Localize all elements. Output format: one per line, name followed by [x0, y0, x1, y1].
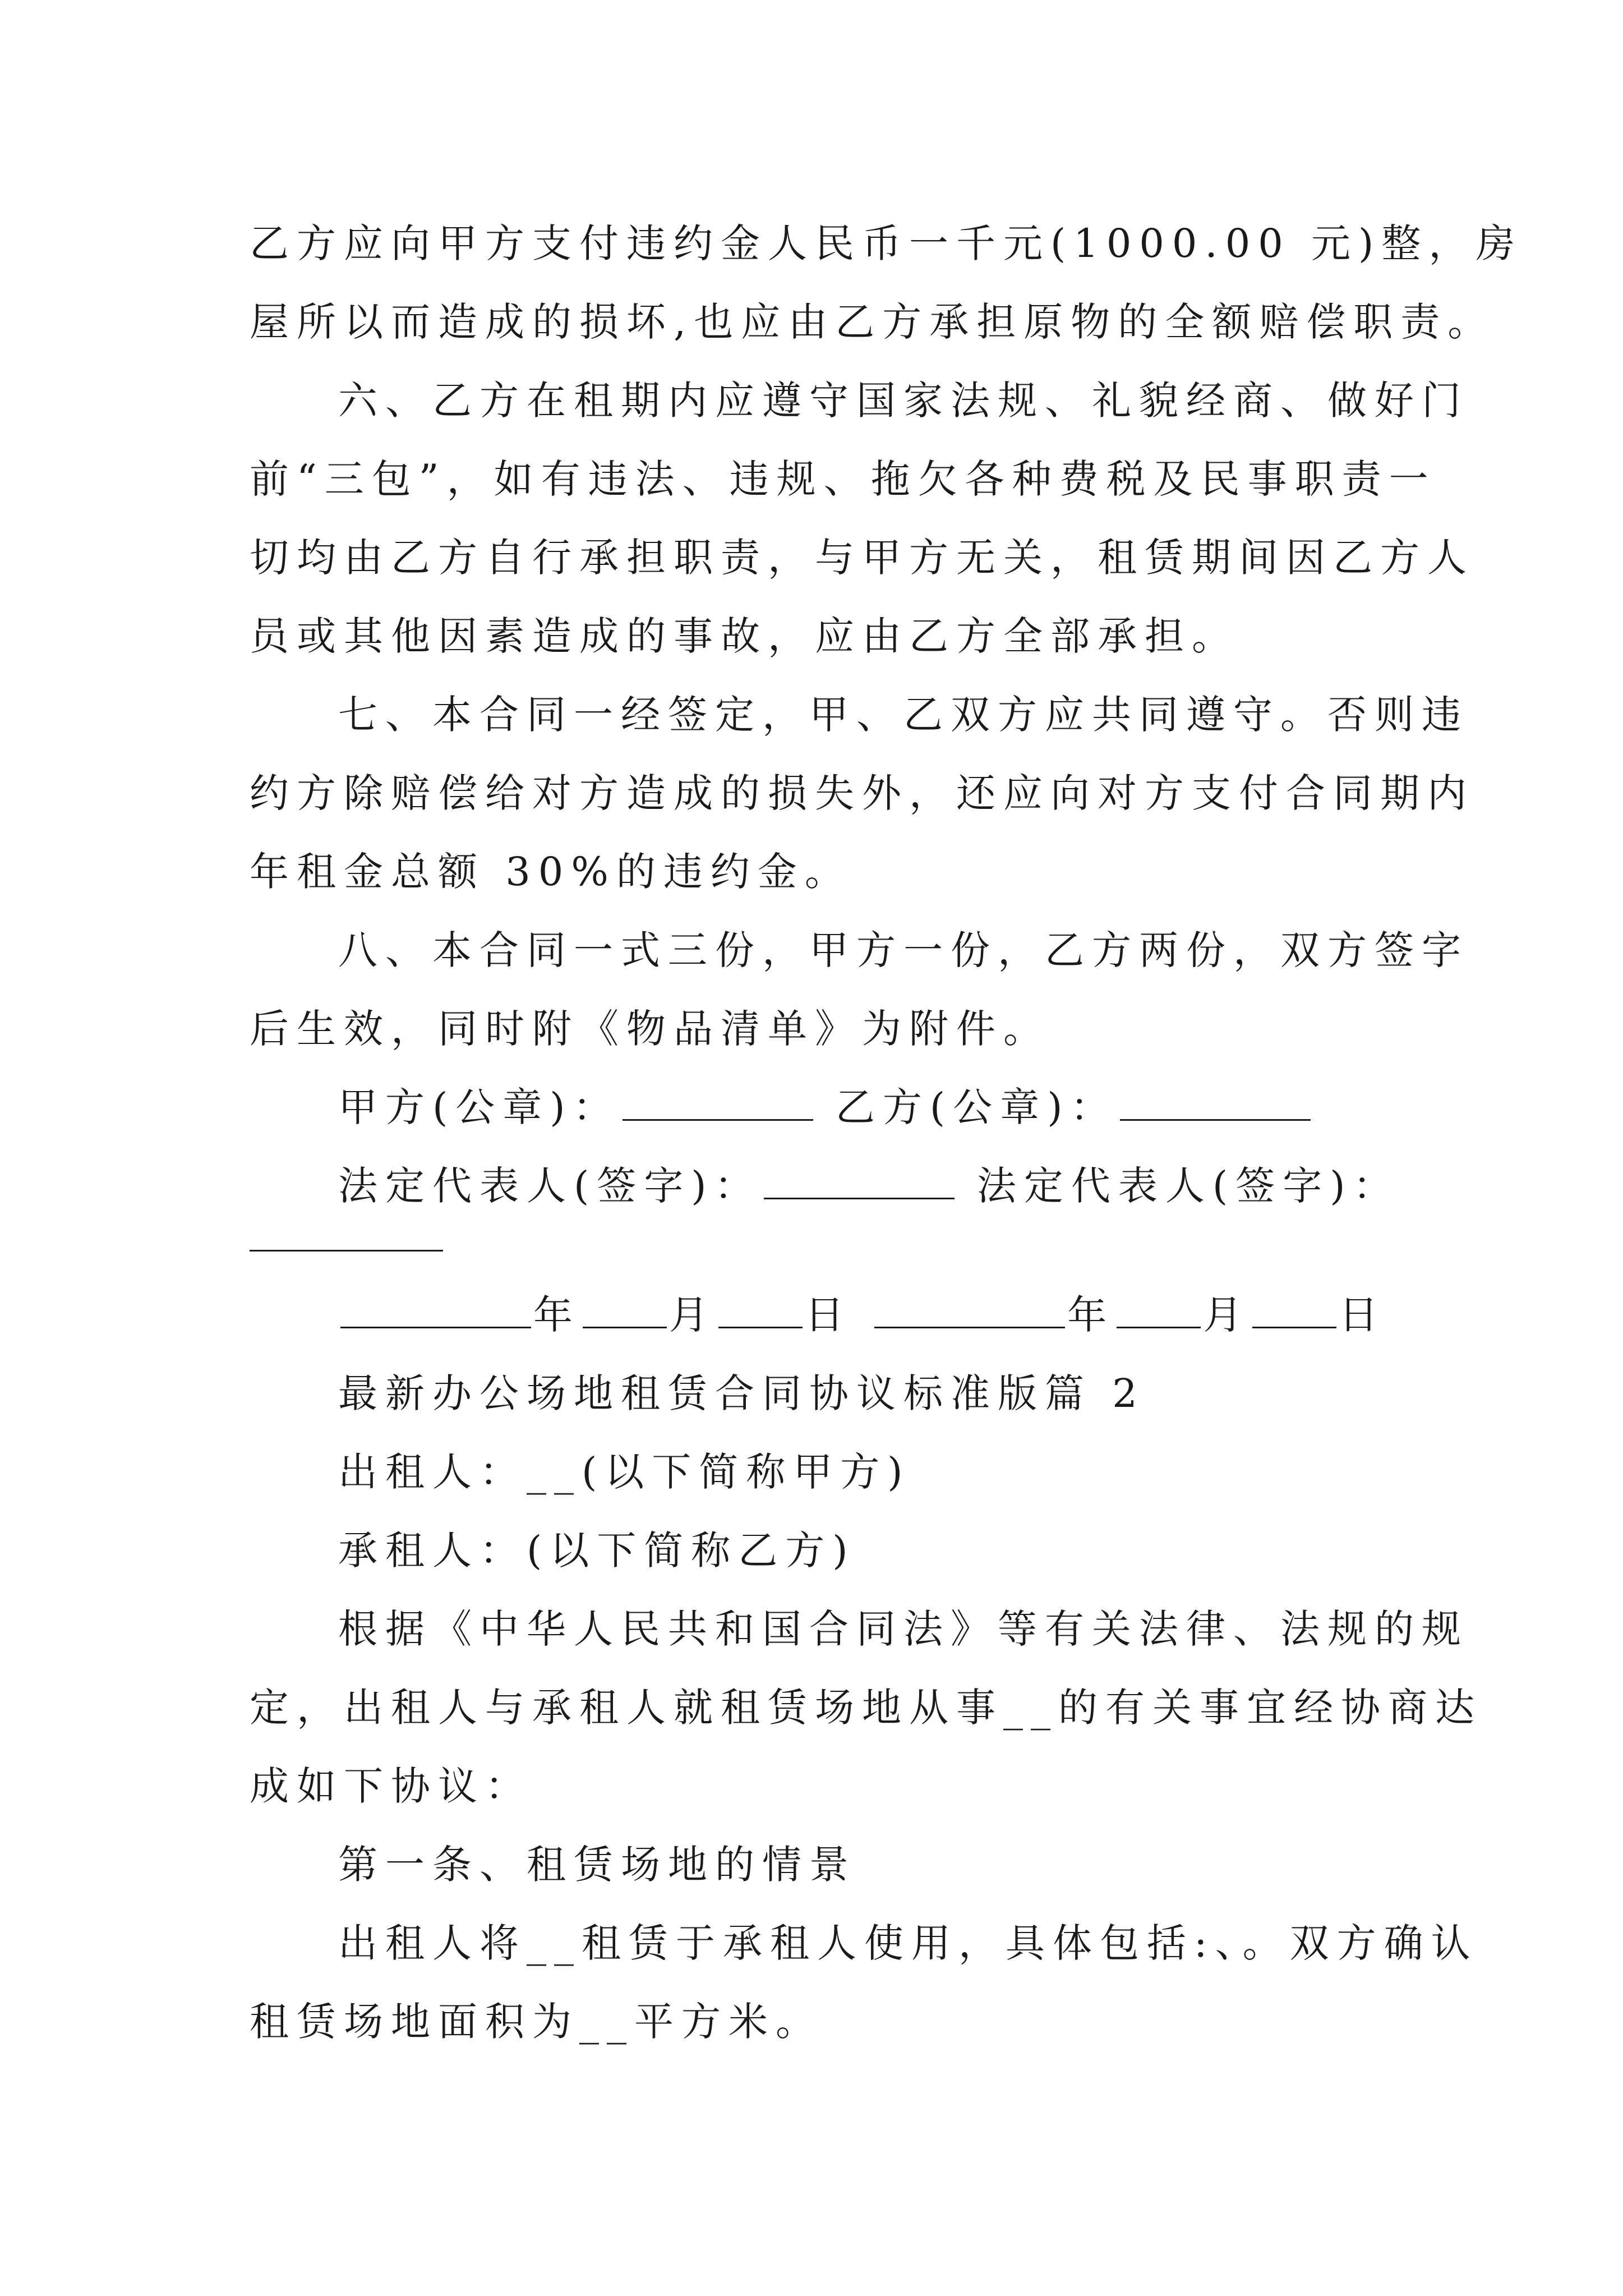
date-a-day-blank	[718, 1292, 803, 1328]
date-a-month-blank	[583, 1292, 667, 1328]
clause-8-line-1: 八、本合同一式三份，甲方一份，乙方两份，双方签字	[338, 927, 1469, 973]
clause-6-line-4: 员或其他因素造成的事故，应由乙方全部承担。	[250, 613, 1239, 659]
clause-7-line-2: 约方除赔偿给对方造成的损失外，还应向对方支付合同期内	[250, 770, 1474, 816]
date-a-year-blank	[340, 1292, 531, 1328]
section-2-title: 最新办公场地租赁合同协议标准版篇 2	[338, 1370, 1145, 1416]
lessor-line: 出租人：__(以下简称甲方)	[338, 1449, 911, 1495]
date-b-month-blank	[1117, 1292, 1201, 1328]
clause-8-line-2: 后生效，同时附《物品清单》为附件。	[250, 1006, 1050, 1052]
date-b-day: 日	[1339, 1292, 1386, 1338]
clause-6-line-3: 切均由乙方自行承担职责，与甲方无关，租赁期间因乙方人	[250, 535, 1474, 581]
rep-a-label: 法定代表人(签字)：	[338, 1163, 762, 1209]
date-b-day-blank	[1252, 1292, 1336, 1328]
rep-b-blank	[250, 1250, 443, 1251]
article-1-line-1: 出租人将__租赁于承租人使用，具体包括:、。双方确认	[338, 1920, 1478, 1966]
representative-line	[338, 1160, 1400, 1212]
rep-a-blank	[764, 1163, 955, 1199]
body-line-2: 屋所以而造成的损坏,也应由乙方承担原物的全额赔偿职责。	[250, 299, 1495, 345]
preamble-line-3: 成如下协议：	[250, 1763, 532, 1809]
date-b-year: 年	[1067, 1292, 1115, 1338]
seal-line	[338, 1082, 1313, 1133]
rep-b-label: 法定代表人(签字)：	[976, 1163, 1400, 1209]
party-a-seal-label: 甲方(公章)：	[338, 1084, 620, 1130]
clause-7-line-1: 七、本合同一经签定，甲、乙双方应共同遵守。否则违	[338, 692, 1469, 738]
article-1-title: 第一条、租赁场地的情景	[338, 1842, 856, 1888]
party-a-seal-blank	[623, 1084, 813, 1121]
lessee-line: 承租人：(以下简称乙方)	[338, 1527, 856, 1573]
preamble-line-2: 定，出租人与承租人就租赁场地从事__的有关事宜经协商达	[250, 1685, 1482, 1731]
clause-6-line-1: 六、乙方在租期内应遵守国家法规、礼貌经商、做好门	[338, 378, 1469, 424]
preamble-line-1: 根据《中华人民共和国合同法》等有关法律、法规的规	[338, 1606, 1469, 1652]
article-1-line-2: 租赁场地面积为__平方米。	[250, 1999, 823, 2045]
date-line	[338, 1289, 1386, 1341]
body-line-1: 乙方应向甲方支付违约金人民币一千元(1000.00 元)整，房	[250, 220, 1523, 266]
date-b-year-blank	[874, 1292, 1065, 1328]
clause-6-line-2: 前“三包”，如有违法、违规、拖欠各种费税及民事职责一	[250, 456, 1436, 502]
party-b-seal-blank	[1120, 1084, 1311, 1121]
date-a-year: 年	[533, 1292, 580, 1338]
clause-7-line-3: 年租金总额 30%的违约金。	[250, 849, 852, 895]
date-b-month: 月	[1203, 1292, 1251, 1338]
date-a-month: 月	[669, 1292, 716, 1338]
date-a-day: 日	[805, 1292, 852, 1338]
party-b-seal-label: 乙方(公章)：	[835, 1084, 1118, 1130]
